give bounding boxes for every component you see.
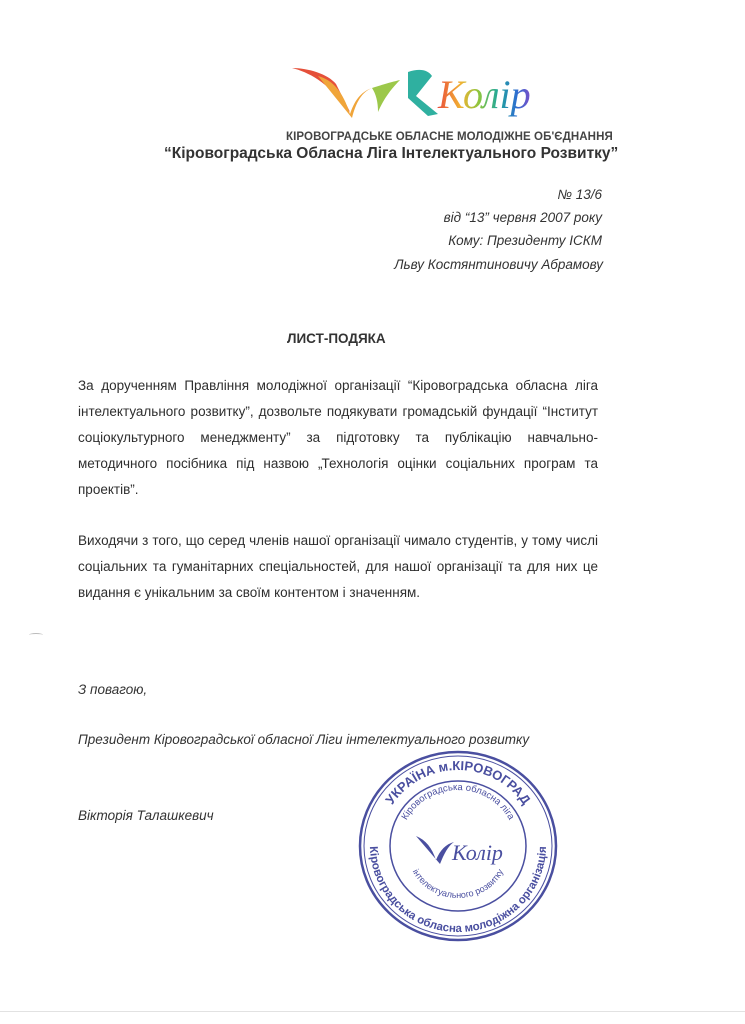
addressee-name: Льву Костянтиновичу Абрамову <box>394 257 603 272</box>
official-stamp <box>356 748 560 944</box>
svg-text:Кіровоградська обласна ліга <box>399 782 516 823</box>
stamp-inner-top-text: Кіровоградська обласна ліга <box>399 781 517 822</box>
stamp-outer-bottom-text: Кіровоградська обласна молодіжна організація <box>366 846 550 936</box>
kolir-logo <box>288 62 600 126</box>
closing-regards: З повагою, <box>78 682 148 697</box>
svg-text:інтелектуального розвитку <box>411 867 506 900</box>
stamp-outer-top-text: УКРАЇНА м.КІРОВОГРАД <box>382 757 534 808</box>
signer-position: Президент Кіровоградської обласної Ліги інтелектуального розвитку <box>78 732 530 747</box>
logo-wordmark <box>437 72 531 117</box>
scan-mark <box>29 633 43 637</box>
page-edge-line <box>0 1011 745 1012</box>
letter-number: № 13/6 <box>557 187 602 202</box>
stamp-inner-bottom-text: інтелектуального розвитку <box>410 867 506 901</box>
body-paragraph-1: За дорученням Правління молодіжної організації “Кіровоградська обласна ліга інтелектуального розвитку”, дозвольте подякувати громадській фундації “Інститут соціокультурного менеджменту” за підготовку та публікацію навчально-методичного посібника під назвою „Технологія оцінки соціальних програм та проектів”. <box>78 378 598 497</box>
signer-name: Вікторія Талашкевич <box>78 808 214 823</box>
logo-text: Колір <box>438 72 531 117</box>
letter-date: від “13” червня 2007 року <box>443 210 602 225</box>
organization-name: “Кіровоградська Обласна Ліга Інтелектуального Розвитку” <box>164 145 619 162</box>
document-title: ЛИСТ-ПОДЯКА <box>287 331 386 346</box>
stamp-logo-text: Колір <box>452 840 503 865</box>
organization-type: КІРОВОГРАДСЬКЕ ОБЛАСНЕ МОЛОДІЖНЕ ОБ'ЄДНАННЯ <box>286 131 613 143</box>
addressee-position: Кому: Президенту ІСКМ <box>448 233 602 248</box>
body-paragraph-2: Виходячи з того, що серед членів нашої організації чимало студентів, у тому числі соціальних та гуманітарних спеціальностей, для нашої організації та для них це видання є унікальним за своїм контентом і значенням. <box>78 533 598 600</box>
